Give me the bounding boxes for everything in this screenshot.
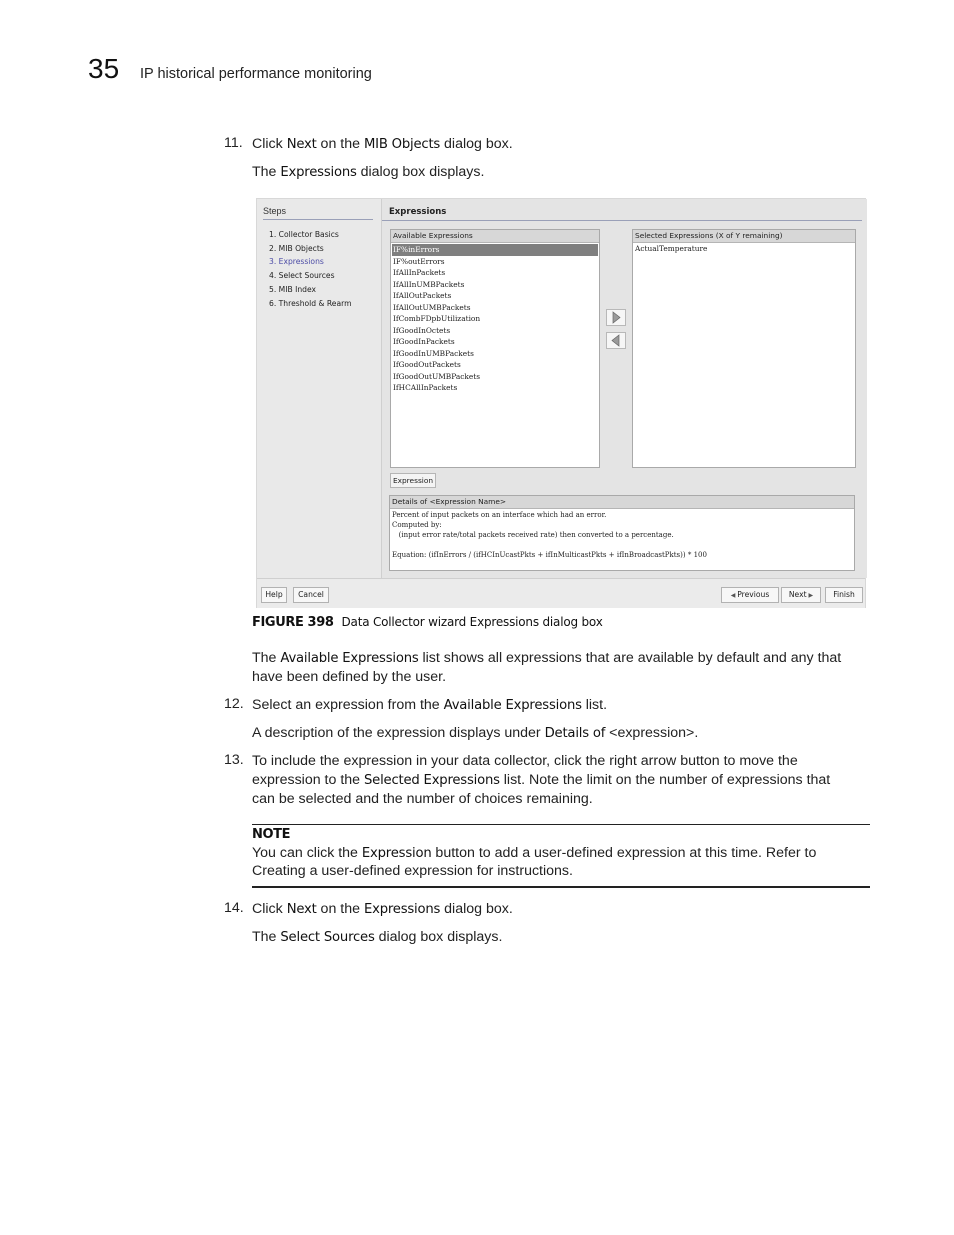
button-bar <box>257 578 865 608</box>
selected-expressions-list[interactable] <box>632 229 856 468</box>
move-right-button[interactable] <box>606 309 626 326</box>
expressions-dialog-screenshot <box>256 198 866 608</box>
list-item[interactable]: IfAllOutUMBPackets <box>393 302 471 312</box>
note-bottom-rule <box>252 886 870 888</box>
list-item[interactable]: IfAllInPackets <box>393 268 446 277</box>
list-item[interactable]: IfGoodInOctets <box>393 325 451 335</box>
details-line: Percent of input packets on an interface which had an error. <box>392 511 607 519</box>
steps-panel <box>257 199 382 578</box>
figure-caption-text: Data Collector wizard Expressions dialog box <box>341 615 603 629</box>
step-12-text: Select an expression from the Available Expressions list. <box>252 697 608 713</box>
step-14-result: The Select Sources dialog box displays. <box>252 929 503 945</box>
step-number: 11. <box>224 135 243 151</box>
step-select-sources[interactable]: 4. Select Sources <box>269 271 335 280</box>
previous-button[interactable] <box>721 587 779 603</box>
note-line1: You can click the Expression button to add a user-defined expression at this time. Refer to <box>252 845 817 861</box>
steps-title: Steps <box>263 206 287 216</box>
details-panel <box>389 495 855 571</box>
details-line: Equation: (ifInErrors / (ifHCInUcastPkts + ifInMulticastPkts + ifInBroadcastPkts)) * 100 <box>392 551 707 559</box>
chevron-left-icon: ◀ <box>730 592 738 599</box>
divider <box>263 219 373 220</box>
list-item[interactable]: IfHCAllInPackets <box>393 383 458 392</box>
selected-expressions-header: Selected Expressions (X of Y remaining) <box>633 230 855 243</box>
step-11-result: The Expressions dialog box displays. <box>252 164 485 180</box>
list-item[interactable]: IF%inErrors <box>392 244 598 256</box>
finish-button[interactable]: Finish <box>825 587 863 603</box>
step-mib-objects[interactable]: 2. MIB Objects <box>269 244 324 253</box>
details-line: (input error rate/total packets received rate) then converted to a percentage. <box>392 531 674 539</box>
list-item[interactable]: ActualTemperature <box>635 244 708 253</box>
panel-title: Expressions <box>389 207 447 217</box>
step-12-result: A description of the expression displays under Details of <expression>. <box>252 725 699 741</box>
step-13-line1: To include the expression in your data collector, click the right arrow button to move the <box>252 753 798 769</box>
list-item[interactable]: IfAllInUMBPackets <box>393 279 465 289</box>
expression-button[interactable]: Expression <box>390 473 436 488</box>
available-expressions-header: Available Expressions <box>391 230 599 243</box>
details-header: Details of <Expression Name> <box>390 496 854 509</box>
details-line: Computed by: <box>392 521 442 529</box>
figure-label: FIGURE 398 <box>252 615 334 630</box>
next-label: Next <box>788 590 807 599</box>
list-item[interactable]: IF%outErrors <box>393 256 445 266</box>
available-expressions-list[interactable] <box>390 229 600 468</box>
list-item[interactable]: IfGoodInUMBPackets <box>393 348 474 358</box>
arrow-right-icon <box>607 310 625 325</box>
list-item[interactable]: IfCombFDpbUtilization <box>393 314 481 323</box>
step-11-text: Click Next on the MIB Objects dialog box. <box>252 136 513 152</box>
list-item[interactable]: IfGoodInPackets <box>393 337 455 346</box>
cancel-button[interactable]: Cancel <box>293 587 329 603</box>
arrow-left-icon <box>607 333 625 348</box>
step-number: 13. <box>224 752 244 768</box>
step-number: 14. <box>224 900 244 916</box>
divider <box>382 220 862 221</box>
figure-caption <box>252 613 603 631</box>
step-expressions[interactable]: 3. Expressions <box>269 257 324 266</box>
note-top-rule <box>252 824 870 825</box>
step-threshold-rearm[interactable]: 6. Threshold & Rearm <box>269 299 352 308</box>
help-button[interactable]: Help <box>261 587 287 603</box>
chevron-right-icon: ▶ <box>806 592 814 599</box>
expressions-panel <box>382 199 867 578</box>
chapter-title: IP historical performance monitoring <box>140 66 372 82</box>
chapter-number: 35 <box>88 53 120 84</box>
list-item[interactable]: IfAllOutPackets <box>393 291 452 300</box>
list-item[interactable]: IfGoodOutPackets <box>393 360 461 369</box>
step-14-text: Click Next on the Expressions dialog box. <box>252 901 513 917</box>
move-left-button[interactable] <box>606 332 626 349</box>
next-button[interactable] <box>781 587 821 603</box>
step-collector-basics[interactable]: 1. Collector Basics <box>269 230 339 239</box>
step-mib-index[interactable]: 5. MIB Index <box>269 285 316 294</box>
list-item[interactable]: IfGoodOutUMBPackets <box>393 371 481 381</box>
available-paragraph: The Available Expressions list shows all expressions that are available by default and any that <box>252 650 842 666</box>
step-number: 12. <box>224 696 244 712</box>
step-13-line3: can be selected and the number of choices remaining. <box>252 791 593 807</box>
note-line2: Creating a user-defined expression for instructions. <box>252 863 573 879</box>
step-13-line2: expression to the Selected Expressions list. Note the limit on the number of expressions that <box>252 772 831 788</box>
available-paragraph-line2: have been defined by the user. <box>252 669 447 685</box>
previous-label: Previous <box>737 590 770 599</box>
note-label: NOTE <box>252 827 291 842</box>
